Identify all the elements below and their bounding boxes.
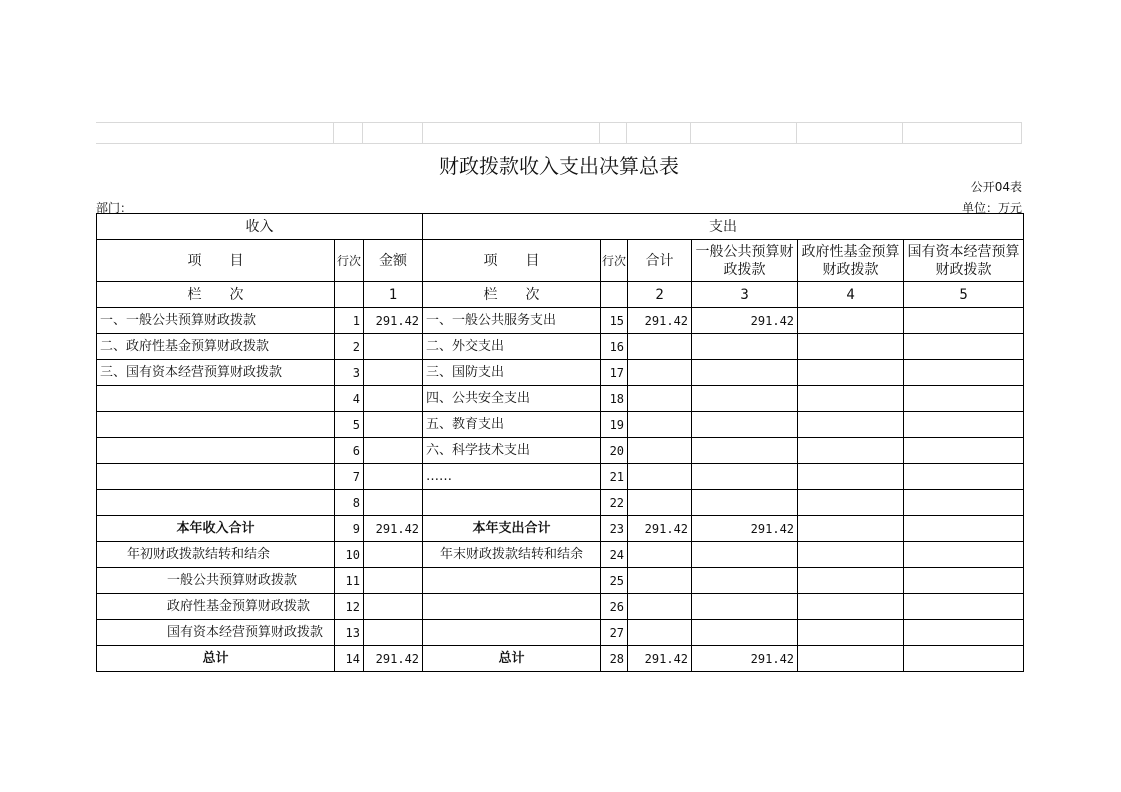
unit-label: 单位：万元 — [961, 201, 1022, 215]
column-index-1: 1 — [364, 282, 423, 308]
gov-fund-cell — [798, 646, 904, 672]
income-amount-cell — [364, 386, 423, 412]
income-item-cell: 总计 — [97, 646, 335, 672]
gov-fund-cell — [798, 464, 904, 490]
income-item-cell — [97, 438, 335, 464]
income-line-header: 行次 — [335, 240, 364, 282]
general-budget-cell — [692, 620, 798, 646]
expense-line-header: 行次 — [601, 240, 628, 282]
expense-line-cell: 23 — [601, 516, 628, 542]
state-capital-cell — [904, 516, 1024, 542]
income-line-cell: 12 — [335, 594, 364, 620]
income-item-cell: 国有资本经营预算财政拨款 — [97, 620, 335, 646]
gov-fund-cell — [798, 516, 904, 542]
state-capital-cell — [904, 438, 1024, 464]
income-item-cell: 一般公共预算财政拨款 — [97, 568, 335, 594]
state-capital-cell — [904, 412, 1024, 438]
expense-item-cell — [423, 490, 601, 516]
income-item-cell: 一、一般公共预算财政拨款 — [97, 308, 335, 334]
expense-total-cell — [628, 594, 692, 620]
state-capital-cell — [904, 568, 1024, 594]
state-capital-cell — [904, 386, 1024, 412]
income-line-cell: 14 — [335, 646, 364, 672]
income-amount-cell: 291.42 — [364, 516, 423, 542]
income-item-cell: 年初财政拨款结转和结余 — [97, 542, 335, 568]
income-item-cell: 二、政府性基金预算财政拨款 — [97, 334, 335, 360]
income-item-cell — [97, 412, 335, 438]
blank-cell — [335, 282, 364, 308]
income-amount-cell: 291.42 — [364, 308, 423, 334]
column-index-2: 2 — [628, 282, 692, 308]
general-budget-cell — [692, 490, 798, 516]
general-budget-cell — [692, 438, 798, 464]
general-budget-cell: 291.42 — [692, 646, 798, 672]
income-amount-cell — [364, 594, 423, 620]
state-capital-header: 国有资本经营预算财政拨款 — [904, 240, 1024, 282]
income-line-cell: 10 — [335, 542, 364, 568]
expense-item-cell: 六、科学技术支出 — [423, 438, 601, 464]
column-header-row — [97, 240, 1024, 282]
expense-line-cell: 28 — [601, 646, 628, 672]
income-item-cell: 政府性基金预算财政拨款 — [97, 594, 335, 620]
table-row — [97, 334, 1024, 360]
expense-total-cell: 291.42 — [628, 646, 692, 672]
general-budget-cell — [692, 542, 798, 568]
income-amount-cell — [364, 464, 423, 490]
section-header-row — [97, 214, 1024, 240]
expense-item-cell: 二、外交支出 — [423, 334, 601, 360]
state-capital-cell — [904, 490, 1024, 516]
expense-line-cell: 15 — [601, 308, 628, 334]
income-line-cell: 7 — [335, 464, 364, 490]
expense-line-cell: 24 — [601, 542, 628, 568]
report-title: 财政拨款收入支出决算总表 — [439, 154, 679, 178]
income-line-cell: 13 — [335, 620, 364, 646]
table-row — [97, 516, 1024, 542]
income-amount-cell — [364, 620, 423, 646]
income-item-cell: 三、国有资本经营预算财政拨款 — [97, 360, 335, 386]
expense-item-cell: 本年支出合计 — [423, 516, 601, 542]
expense-item-cell — [423, 568, 601, 594]
column-index-4: 4 — [798, 282, 904, 308]
gov-fund-cell — [798, 542, 904, 568]
general-budget-cell — [692, 594, 798, 620]
state-capital-cell — [904, 646, 1024, 672]
expense-total-header: 合计 — [628, 240, 692, 282]
expense-column-label: 栏 次 — [423, 282, 601, 308]
table-row — [97, 308, 1024, 334]
income-item-header: 项 目 — [97, 240, 335, 282]
state-capital-cell — [904, 308, 1024, 334]
income-amount-cell — [364, 360, 423, 386]
expense-total-cell — [628, 412, 692, 438]
state-capital-cell — [904, 620, 1024, 646]
table-row — [97, 386, 1024, 412]
expense-line-cell: 16 — [601, 334, 628, 360]
gov-fund-cell — [798, 568, 904, 594]
income-item-cell — [97, 490, 335, 516]
table-row — [97, 412, 1024, 438]
table-row — [97, 568, 1024, 594]
expense-total-cell — [628, 568, 692, 594]
expense-line-cell: 19 — [601, 412, 628, 438]
state-capital-cell — [904, 542, 1024, 568]
table-row — [97, 464, 1024, 490]
general-budget-cell — [692, 386, 798, 412]
form-number: 公开04表 — [970, 180, 1022, 194]
expense-item-cell: …… — [423, 464, 601, 490]
state-capital-cell — [904, 464, 1024, 490]
table-row — [97, 360, 1024, 386]
expense-line-cell: 26 — [601, 594, 628, 620]
income-amount-cell — [364, 412, 423, 438]
expense-line-cell: 17 — [601, 360, 628, 386]
department-label: 部门： — [96, 201, 133, 215]
income-line-cell: 8 — [335, 490, 364, 516]
income-column-label: 栏 次 — [97, 282, 335, 308]
general-budget-cell: 291.42 — [692, 516, 798, 542]
income-line-cell: 2 — [335, 334, 364, 360]
gov-fund-cell — [798, 412, 904, 438]
general-budget-cell — [692, 412, 798, 438]
expense-item-cell: 五、教育支出 — [423, 412, 601, 438]
general-budget-cell — [692, 568, 798, 594]
expense-total-cell: 291.42 — [628, 308, 692, 334]
general-budget-cell — [692, 360, 798, 386]
income-amount-cell — [364, 568, 423, 594]
table-row — [97, 490, 1024, 516]
expense-line-cell: 18 — [601, 386, 628, 412]
gov-fund-cell — [798, 620, 904, 646]
blank-cell — [601, 282, 628, 308]
table-row — [97, 646, 1024, 672]
expense-item-header: 项 目 — [423, 240, 601, 282]
income-line-cell: 11 — [335, 568, 364, 594]
expense-total-cell — [628, 464, 692, 490]
column-index-row — [97, 282, 1024, 308]
table-row — [97, 542, 1024, 568]
expense-total-cell: 291.42 — [628, 516, 692, 542]
budget-table — [96, 213, 1024, 672]
income-amount-cell: 291.42 — [364, 646, 423, 672]
expense-header: 支出 — [423, 214, 1024, 240]
income-line-cell: 4 — [335, 386, 364, 412]
expense-item-cell: 年末财政拨款结转和结余 — [423, 542, 601, 568]
expense-item-cell: 总计 — [423, 646, 601, 672]
expense-total-cell — [628, 542, 692, 568]
expense-total-cell — [628, 334, 692, 360]
gov-fund-header: 政府性基金预算财政拨款 — [798, 240, 904, 282]
expense-item-cell: 一、一般公共服务支出 — [423, 308, 601, 334]
table-row — [97, 594, 1024, 620]
state-capital-cell — [904, 334, 1024, 360]
income-line-cell: 3 — [335, 360, 364, 386]
gov-fund-cell — [798, 438, 904, 464]
expense-total-cell — [628, 360, 692, 386]
expense-line-cell: 21 — [601, 464, 628, 490]
expense-item-cell: 三、国防支出 — [423, 360, 601, 386]
expense-item-cell — [423, 620, 601, 646]
income-line-cell: 5 — [335, 412, 364, 438]
expense-item-cell: 四、公共安全支出 — [423, 386, 601, 412]
gov-fund-cell — [798, 308, 904, 334]
income-line-cell: 1 — [335, 308, 364, 334]
income-item-cell — [97, 386, 335, 412]
income-item-cell — [97, 464, 335, 490]
income-amount-header: 金额 — [364, 240, 423, 282]
table-row — [97, 620, 1024, 646]
column-index-3: 3 — [692, 282, 798, 308]
gov-fund-cell — [798, 594, 904, 620]
general-budget-cell — [692, 334, 798, 360]
expense-total-cell — [628, 386, 692, 412]
income-amount-cell — [364, 490, 423, 516]
income-item-cell: 本年收入合计 — [97, 516, 335, 542]
spreadsheet-gridlines — [96, 122, 1022, 144]
table-row — [97, 438, 1024, 464]
expense-line-cell: 22 — [601, 490, 628, 516]
expense-item-cell — [423, 594, 601, 620]
gov-fund-cell — [798, 490, 904, 516]
gov-fund-cell — [798, 334, 904, 360]
expense-line-cell: 20 — [601, 438, 628, 464]
gov-fund-cell — [798, 386, 904, 412]
expense-total-cell — [628, 490, 692, 516]
expense-total-cell — [628, 620, 692, 646]
income-amount-cell — [364, 334, 423, 360]
expense-total-cell — [628, 438, 692, 464]
general-budget-cell: 291.42 — [692, 308, 798, 334]
column-index-5: 5 — [904, 282, 1024, 308]
income-header: 收入 — [97, 214, 423, 240]
income-line-cell: 9 — [335, 516, 364, 542]
income-amount-cell — [364, 542, 423, 568]
income-amount-cell — [364, 438, 423, 464]
expense-line-cell: 25 — [601, 568, 628, 594]
expense-line-cell: 27 — [601, 620, 628, 646]
general-budget-header: 一般公共预算财政拨款 — [692, 240, 798, 282]
gov-fund-cell — [798, 360, 904, 386]
state-capital-cell — [904, 360, 1024, 386]
income-line-cell: 6 — [335, 438, 364, 464]
state-capital-cell — [904, 594, 1024, 620]
general-budget-cell — [692, 464, 798, 490]
